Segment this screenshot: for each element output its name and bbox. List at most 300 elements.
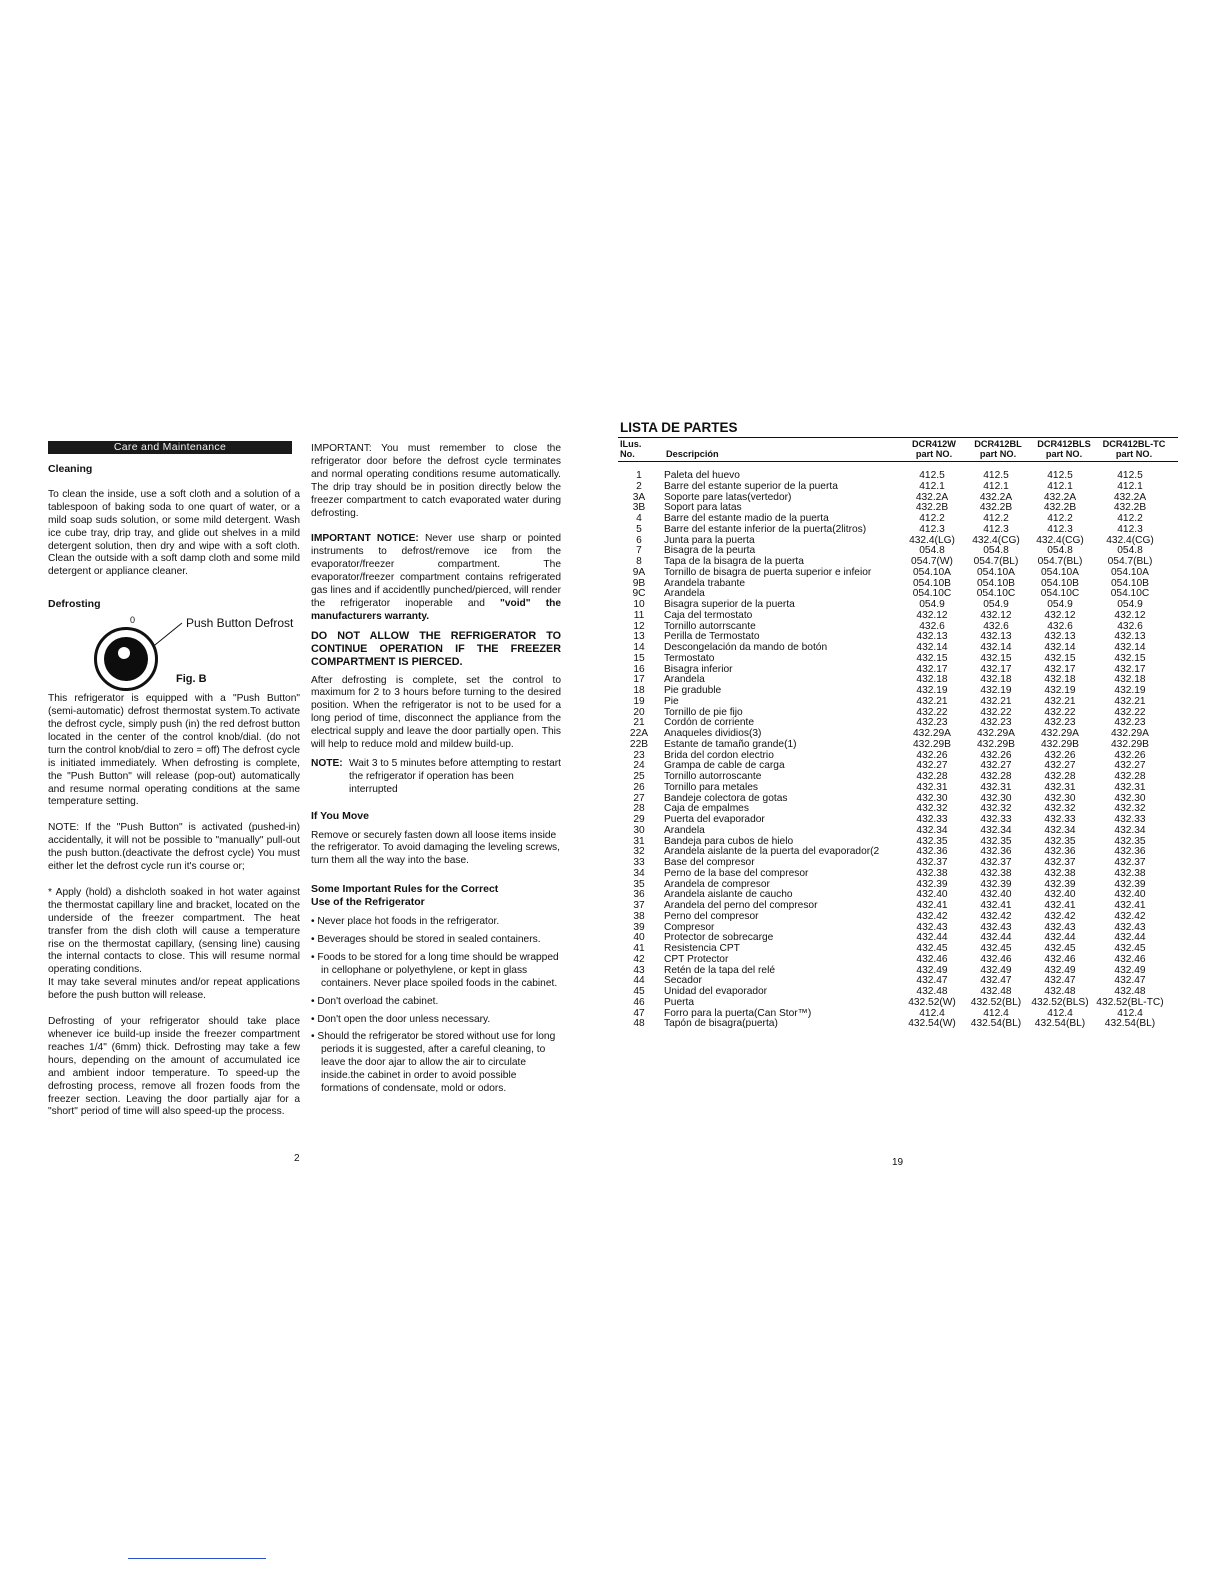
part-dcr412w: 432.30 [916,792,948,804]
part-number: 9A [632,566,646,578]
notice-text: Never use sharp or pointed instruments to defrost/remove ice from the evaporator/freezer compartment. The evaporator/freezer compartment contains refrigerated gas lines and if accidentlly punched/pierced, will render the refrigerator inoperable and [311,533,561,609]
part-dcr412w: 412.1 [919,480,945,492]
part-number: 47 [633,1007,645,1019]
part-dcr412w: 432.15 [916,652,948,664]
part-dcr412w: 432.12 [916,609,948,621]
part-description: Descongelación da mando de botón [664,642,828,653]
part-dcr412bl-tc: 412.3 [1117,523,1143,535]
header-model-2: DCR412BL [974,439,1022,449]
part-dcr412w: 432.36 [916,846,948,858]
parts-header [618,437,1178,462]
table-row [618,826,1168,837]
part-dcr412bls: 054.10B [1041,577,1079,589]
part-dcr412bl: 432.30 [980,792,1012,804]
part-description: Tornillo autorroscante [664,771,762,782]
table-row [618,912,1168,923]
part-dcr412bls: 432.46 [1044,953,1076,965]
part-dcr412bl: 432.18 [980,674,1012,686]
part-number: 10 [633,599,645,610]
wait-note [311,758,561,797]
part-dcr412bls: 432.38 [1044,867,1076,879]
part-number: 22B [629,738,649,750]
wait-label: NOTE: [311,757,343,769]
part-dcr412w: 432.38 [916,867,948,879]
part-dcr412w: 432.13 [916,631,948,643]
notice-label: IMPORTANT NOTICE: [311,533,419,545]
part-number: 18 [633,685,645,696]
page-number-right: 19 [892,1157,904,1168]
part-description: Protector de sobrecarge [664,932,774,944]
part-dcr412bl: 412.2 [983,513,1009,524]
part-number: 1 [636,470,642,481]
part-dcr412bl-tc: 432.36 [1114,846,1146,858]
header-desc: Descripción [666,449,719,459]
table-row [618,783,1168,794]
part-dcr412w: 054.7(W) [911,556,953,567]
part-dcr412w: 432.49 [916,964,948,976]
part-dcr412bls: 432.23 [1044,717,1076,729]
part-dcr412bl: 432.23 [980,717,1012,729]
part-number: 16 [633,663,645,675]
part-dcr412w: 412.4 [919,1007,945,1019]
part-description: Tornillo de bisagra de puerta superior e infeior [664,566,872,578]
table-row [618,525,1168,536]
part-description: Perno de la base del compresor [664,867,809,879]
part-dcr412bl: 432.44 [980,932,1012,944]
part-number: 3B [632,502,646,514]
part-dcr412bls: 054.10C [1040,588,1080,600]
important-notice [311,533,561,623]
part-number: 14 [633,642,645,653]
part-dcr412bls: 432.48 [1044,986,1076,997]
part-dcr412bls: 432.13 [1044,631,1076,643]
part-dcr412bl-tc: 432.35 [1114,835,1146,847]
part-number: 33 [633,857,645,868]
part-dcr412bl: 054.7(BL) [973,556,1019,567]
part-description: Puerta del evaporador [664,814,765,825]
part-dcr412w: 432.41 [916,900,948,911]
part-description: Bandeja para cubos de hielo [664,835,794,847]
part-dcr412bl: 432.54(BL) [970,1018,1022,1030]
part-number: 28 [633,803,645,815]
part-dcr412bl: 054.8 [983,545,1009,557]
part-dcr412w: 432.29B [913,738,951,750]
part-dcr412bl-tc: 054.7(BL) [1107,556,1153,567]
part-dcr412w: 054.10C [912,588,952,600]
part-dcr412w: 432.22 [916,706,948,718]
part-number: 9B [632,577,646,589]
part-dcr412bl: 432.47 [980,975,1012,987]
part-dcr412bl: 432.38 [980,867,1012,879]
header-model-1: DCR412W [912,439,956,449]
part-dcr412bl-tc: 432.52(BL-TC) [1096,996,1164,1008]
part-dcr412w: 432.23 [916,717,948,729]
defrost-knob-figure [48,611,300,689]
part-dcr412bls: 432.44 [1044,932,1076,944]
part-number: 42 [633,953,645,965]
part-number: 45 [633,986,645,997]
part-description: Retén de la tapa del relé [664,964,776,976]
part-number: 11 [633,609,645,621]
minutes-text: It may take several minutes and/or repeat applications before the push button will release. [48,977,300,1002]
left-column [48,441,300,1119]
part-dcr412bl-tc: 432.17 [1114,663,1146,675]
part-dcr412w: 432.46 [916,953,948,965]
part-dcr412w: 432.14 [916,642,948,653]
part-dcr412bls: 054.8 [1047,545,1073,557]
table-row [618,697,1168,708]
part-dcr412w: 432.31 [916,781,948,793]
part-dcr412bl-tc: 432.41 [1114,900,1146,911]
part-dcr412bl-tc: 432.34 [1114,824,1146,836]
part-dcr412w: 432.21 [916,695,948,707]
part-description: Arandela trabante [664,577,745,589]
part-description: Tapa de la bisagra de la puerta [664,556,804,567]
part-dcr412bl: 432.29A [977,728,1015,739]
part-dcr412bl: 432.17 [980,663,1012,675]
part-description: Tapón de bisagra(puerta) [664,1018,778,1030]
part-dcr412bls: 432.6 [1047,620,1073,632]
part-dcr412bls: 432.35 [1044,835,1076,847]
part-dcr412w: 432.52(W) [908,996,956,1008]
part-dcr412bl-tc: 432.28 [1114,771,1146,782]
part-description: Tornillo de pie fijo [664,706,743,718]
part-dcr412bl-tc: 432.46 [1114,953,1146,965]
part-description: Tornillo para metales [664,781,758,793]
part-dcr412bl-tc: 432.45 [1114,943,1146,954]
part-dcr412bls: 432.26 [1044,749,1076,761]
part-dcr412bl-tc: 432.32 [1114,803,1146,815]
part-description: Arandela [664,824,705,836]
part-description: Barre del estante madio de la puerta [664,513,829,524]
part-dcr412bls: 432.54(BL) [1034,1018,1086,1030]
part-dcr412bl-tc: 432.30 [1114,792,1146,804]
header-part-label: part NO. [1115,449,1153,459]
part-description: Grampa de cable de carga [664,760,785,772]
part-dcr412bl-tc: 054.8 [1117,545,1143,557]
part-dcr412bl: 432.28 [980,771,1012,782]
part-dcr412bl: 432.46 [980,953,1012,965]
part-dcr412bl: 432.26 [980,749,1012,761]
important-text: IMPORTANT: You must remember to close the refrigerator door before the defrost cycle terminates and normal operating conditions resume automatically. The drip tray should be in position directly below the freezer compartment to catch evaporated water during defrosting. [311,443,561,519]
header-part-label: part NO. [979,449,1017,459]
part-dcr412bl-tc: 432.23 [1114,717,1146,729]
part-dcr412bl-tc: 054.10C [1110,588,1150,600]
part-dcr412bl-tc: 432.40 [1114,889,1146,901]
part-dcr412bl-tc: 432.39 [1114,878,1146,890]
part-description: Caja de empalmes [664,803,749,815]
rule-item: • Never place hot foods in the refrigerator. [311,916,500,928]
part-dcr412bl-tc: 432.38 [1114,867,1146,879]
part-number: 2 [636,480,642,492]
part-dcr412bl-tc: 054.10B [1111,577,1149,589]
part-dcr412w: 432.37 [916,857,948,868]
part-dcr412bl: 054.10B [977,577,1015,589]
part-number: 38 [633,910,645,922]
parts-table [618,471,1168,1030]
part-description: Arandela [664,588,705,600]
part-dcr412bl-tc: 412.5 [1117,470,1143,481]
part-description: Base del compresor [664,857,755,868]
part-number: 35 [633,878,645,890]
part-dcr412bl-tc: 432.29B [1111,738,1149,750]
part-dcr412bl: 432.45 [980,943,1012,954]
part-dcr412bl-tc: 432.22 [1114,706,1146,718]
part-dcr412bl: 412.3 [983,523,1009,535]
table-row [618,611,1168,622]
part-dcr412bl: 432.2A [979,491,1013,503]
header-model-4: DCR412BL-TC [1102,439,1166,449]
part-number: 8 [636,556,642,567]
part-dcr412bls: 432.34 [1044,824,1076,836]
header-model-3: DCR412BLS [1037,439,1091,449]
part-dcr412w: 432.2B [915,502,949,514]
part-dcr412bls: 432.29B [1041,738,1079,750]
part-dcr412bl: 412.4 [983,1007,1009,1019]
part-description: Tornillo autorrscante [664,620,756,632]
part-number: 5 [636,523,642,535]
part-description: Bisagra inferior [664,663,733,675]
part-description: Barre del estante inferior de la puerta(2litros) [664,523,867,535]
part-dcr412w: 432.54(W) [908,1018,956,1030]
table-row [618,654,1168,665]
part-number: 6 [636,534,642,546]
part-dcr412bl: 432.34 [980,824,1012,836]
part-dcr412w: 412.3 [919,523,945,535]
part-dcr412w: 432.29A [913,728,951,739]
middle-column [311,443,561,1101]
part-dcr412bls: 054.7(BL) [1037,556,1083,567]
part-dcr412bls: 412.3 [1047,523,1073,535]
part-description: CPT Protector [664,953,729,965]
table-row [618,955,1168,966]
part-dcr412w: 432.44 [916,932,948,944]
part-number: 9C [632,588,646,600]
part-dcr412bl-tc: 432.26 [1114,749,1146,761]
part-description: Puerta [664,996,695,1008]
part-number: 43 [633,964,645,976]
part-dcr412w: 432.6 [919,620,945,632]
part-dcr412w: 432.4(LG) [909,534,955,546]
part-dcr412bl: 432.32 [980,803,1012,815]
part-dcr412w: 432.28 [916,771,948,782]
part-dcr412bls: 432.32 [1044,803,1076,815]
table-row [618,686,1168,697]
part-dcr412bl-tc: 432.44 [1114,932,1146,944]
part-dcr412bls: 432.30 [1044,792,1076,804]
rule-item: • Don't open the door unless necessary. [311,1013,491,1025]
part-dcr412w: 054.9 [919,599,945,610]
part-dcr412w: 054.10A [913,566,951,578]
rules-heading: Some Important Rules for the Correct Use of the Refrigerator [311,883,499,909]
parts-title: LISTA DE PARTES [620,420,738,435]
part-description: Brida del cordon electrio [664,749,774,761]
part-dcr412bl: 432.13 [980,631,1012,643]
part-number: 4 [636,513,642,524]
part-dcr412w: 432.45 [916,943,948,954]
part-number: 40 [633,932,645,944]
part-dcr412w: 432.2A [915,491,949,503]
part-number: 31 [633,835,645,847]
part-dcr412bl-tc: 432.31 [1114,781,1146,793]
part-dcr412bl-tc: 054.10A [1111,566,1149,578]
table-row [618,482,1168,493]
part-dcr412bl-tc: 432.21 [1114,695,1146,707]
part-dcr412bls: 432.19 [1044,685,1076,696]
part-number: 15 [633,652,645,664]
parts-list [618,420,1178,1030]
part-dcr412bls: 412.5 [1047,470,1073,481]
part-dcr412bls: 432.45 [1044,943,1076,954]
part-description: Termostato [664,652,715,664]
part-description: Arandela [664,674,705,686]
table-row [618,869,1168,880]
part-dcr412bl: 432.6 [983,620,1009,632]
defrost-knob-icon [94,627,158,691]
part-dcr412bls: 432.22 [1044,706,1076,718]
part-dcr412bls: 412.4 [1047,1007,1073,1019]
move-text: Remove or securely fasten down all loose items inside the refrigerator. To avoid damaging the leveling screws, turn them all the way into the base. [311,829,560,867]
part-dcr412bl-tc: 432.48 [1114,986,1146,997]
part-dcr412bl: 054.10C [976,588,1016,600]
part-description: Cordón de corriente [664,717,755,729]
fig-zero-label: 0 [130,615,136,626]
part-dcr412bl: 432.37 [980,857,1012,868]
header-no-line2: No. [620,449,635,459]
part-dcr412bl-tc: 432.12 [1114,609,1146,621]
part-dcr412bls: 432.15 [1044,652,1076,664]
part-number: 24 [633,760,645,772]
part-dcr412bl-tc: 432.49 [1114,964,1146,976]
part-dcr412bl: 432.48 [980,986,1012,997]
part-dcr412bls: 412.2 [1047,513,1073,524]
part-dcr412w: 412.2 [919,513,945,524]
part-description: Soport para latas [664,502,742,514]
page-number-left: 2 [294,1153,300,1164]
part-number: 3A [632,491,646,503]
part-dcr412bls: 432.14 [1044,642,1076,653]
part-number: 30 [633,824,645,836]
part-description: Secador [664,975,702,987]
part-description: Arandela aislante de la puerta del evaporador(2 [664,846,880,858]
part-dcr412bl-tc: 432.6 [1117,620,1143,632]
part-dcr412bl: 432.40 [980,889,1012,901]
part-dcr412bl-tc: 432.15 [1114,652,1146,664]
fig-push-button-label: Push Button Defrost [186,616,294,631]
header-no-line1: ILus. [620,439,642,449]
part-dcr412w: 432.26 [916,749,948,761]
part-dcr412w: 432.43 [916,921,948,933]
part-dcr412bl-tc: 432.18 [1114,674,1146,686]
part-dcr412bls: 432.28 [1044,771,1076,782]
part-dcr412bls: 054.9 [1047,599,1073,610]
part-number: 20 [633,706,645,718]
part-number: 27 [633,792,645,804]
part-dcr412bl: 432.42 [980,910,1012,922]
part-dcr412bl: 432.36 [980,846,1012,858]
part-number: 36 [633,889,645,901]
part-dcr412bl-tc: 432.54(BL) [1104,1018,1156,1030]
rule-item: • Beverages should be stored in sealed containers. [311,934,541,945]
part-description: Junta para la puerta [664,534,755,546]
part-dcr412bl-tc: 432.43 [1114,921,1146,933]
part-number: 46 [633,996,645,1008]
divider-line [128,1558,266,1559]
part-dcr412w: 432.48 [916,986,948,997]
part-dcr412bl-tc: 054.9 [1117,599,1143,610]
part-dcr412bl: 432.12 [980,609,1012,621]
part-dcr412w: 432.33 [916,814,948,825]
part-dcr412bl-tc: 432.13 [1114,631,1146,643]
part-dcr412bl: 432.49 [980,964,1012,976]
part-number: 21 [633,717,645,729]
table-row [618,740,1168,751]
part-dcr412bl: 054.10A [977,566,1015,578]
part-dcr412bls: 432.49 [1044,964,1076,976]
part-dcr412bl-tc: 432.27 [1114,760,1146,772]
part-dcr412w: 432.34 [916,824,948,836]
part-description: Caja del termostato [664,609,753,621]
part-description: Perilla de Termostato [664,631,760,643]
part-dcr412bls: 432.2A [1043,491,1077,503]
fig-caption: Fig. B [176,673,207,686]
wait-text: Wait 3 to 5 minutes before attempting to restart the refrigerator if operation has been interrupted [349,757,561,795]
part-description: Bandeje colectora de gotas [664,792,788,804]
header-part-label: part NO. [915,449,953,459]
part-description: Arandela aislante de caucho [664,889,793,901]
part-description: Estante de tamaño grande(1) [664,738,797,750]
part-dcr412bl: 432.27 [980,760,1012,772]
part-dcr412bl: 432.39 [980,878,1012,890]
part-dcr412bls: 432.31 [1044,781,1076,793]
part-dcr412w: 054.8 [919,545,945,557]
part-dcr412bls: 432.29A [1041,728,1079,739]
part-dcr412bls: 432.4(CG) [1036,534,1084,546]
part-description: Arandela del perno del compresor [664,900,818,911]
part-dcr412bls: 432.41 [1044,900,1076,911]
icebuild-text: Defrosting of your refrigerator should take place whenever ice build-up inside the freezer compartment reaches 1/4" (6mm) thick. Defrosting may take a few hours, depending on the amount of accumulated ice and ambient indoor temperature. To speed-up the defrosting process, remove all frozen foods from the freezer section. Leaving the door partially ajar for a "short" period of time will also speed-up the process. [48,1016,300,1118]
part-description: Bisagra de la peurta [664,545,756,557]
part-number: 37 [633,900,645,911]
part-dcr412bl: 054.9 [983,599,1009,610]
notice-void: "void" the manufacturers warranty. [311,597,561,622]
part-dcr412w: 432.42 [916,910,948,922]
part-description: Soporte pare latas(vertedor) [664,491,792,503]
part-dcr412bls: 432.2B [1043,502,1077,514]
part-dcr412w: 412.5 [919,470,945,481]
defrost-text: This refrigerator is equipped with a "Push Button" (semi-automatic) defrost thermostat system.To activate the defrost cycle, simply push (in) the red defrost button located in the center of the control knob/dial. (do not turn the control knob/dial to zero = off) The defrost cycle is initiated immediately. When defrosting is complete, the "Push Button" will release (pop-out) automatically and resume normal operating conditions at the same temperature setting. [48,693,300,808]
part-dcr412w: 432.40 [916,889,948,901]
note-text: NOTE: If the "Push Button" is activated (pushed-in) accidentally, it will not be possible to "manually" pull-out the push button.(deactivate the defrost cycle) You must either let the defrost cycle run it's course or; [48,822,300,873]
part-dcr412w: 432.18 [916,674,948,686]
defrosting-heading: Defrosting [48,598,101,611]
part-dcr412bl: 432.31 [980,781,1012,793]
part-dcr412bl: 432.41 [980,900,1012,911]
warning-text: DO NOT ALLOW THE REFRIGERATOR TO CONTINUE OPERATION IF THE FREEZER COMPARTMENT IS PIERCED. [311,629,561,668]
part-number: 12 [633,620,645,632]
part-dcr412w: 432.32 [916,803,948,815]
part-dcr412bls: 432.37 [1044,857,1076,868]
part-dcr412bl: 432.33 [980,814,1012,825]
part-dcr412bl: 432.29B [977,738,1015,750]
part-description: Compresor [664,921,715,933]
table-row [618,998,1168,1009]
part-description: Perno del compresor [664,910,759,922]
part-dcr412bl: 412.1 [983,480,1009,492]
rule-item: • Should the refrigerator be stored without use for long periods it is suggested, after a careful cleaning, to leave the door ajar to allow the air to circulate inside.the cabinet in order to avoid possible formations of condensate, mold or odors. [311,1031,556,1095]
part-number: 29 [633,814,645,825]
part-dcr412bl: 432.14 [980,642,1012,653]
